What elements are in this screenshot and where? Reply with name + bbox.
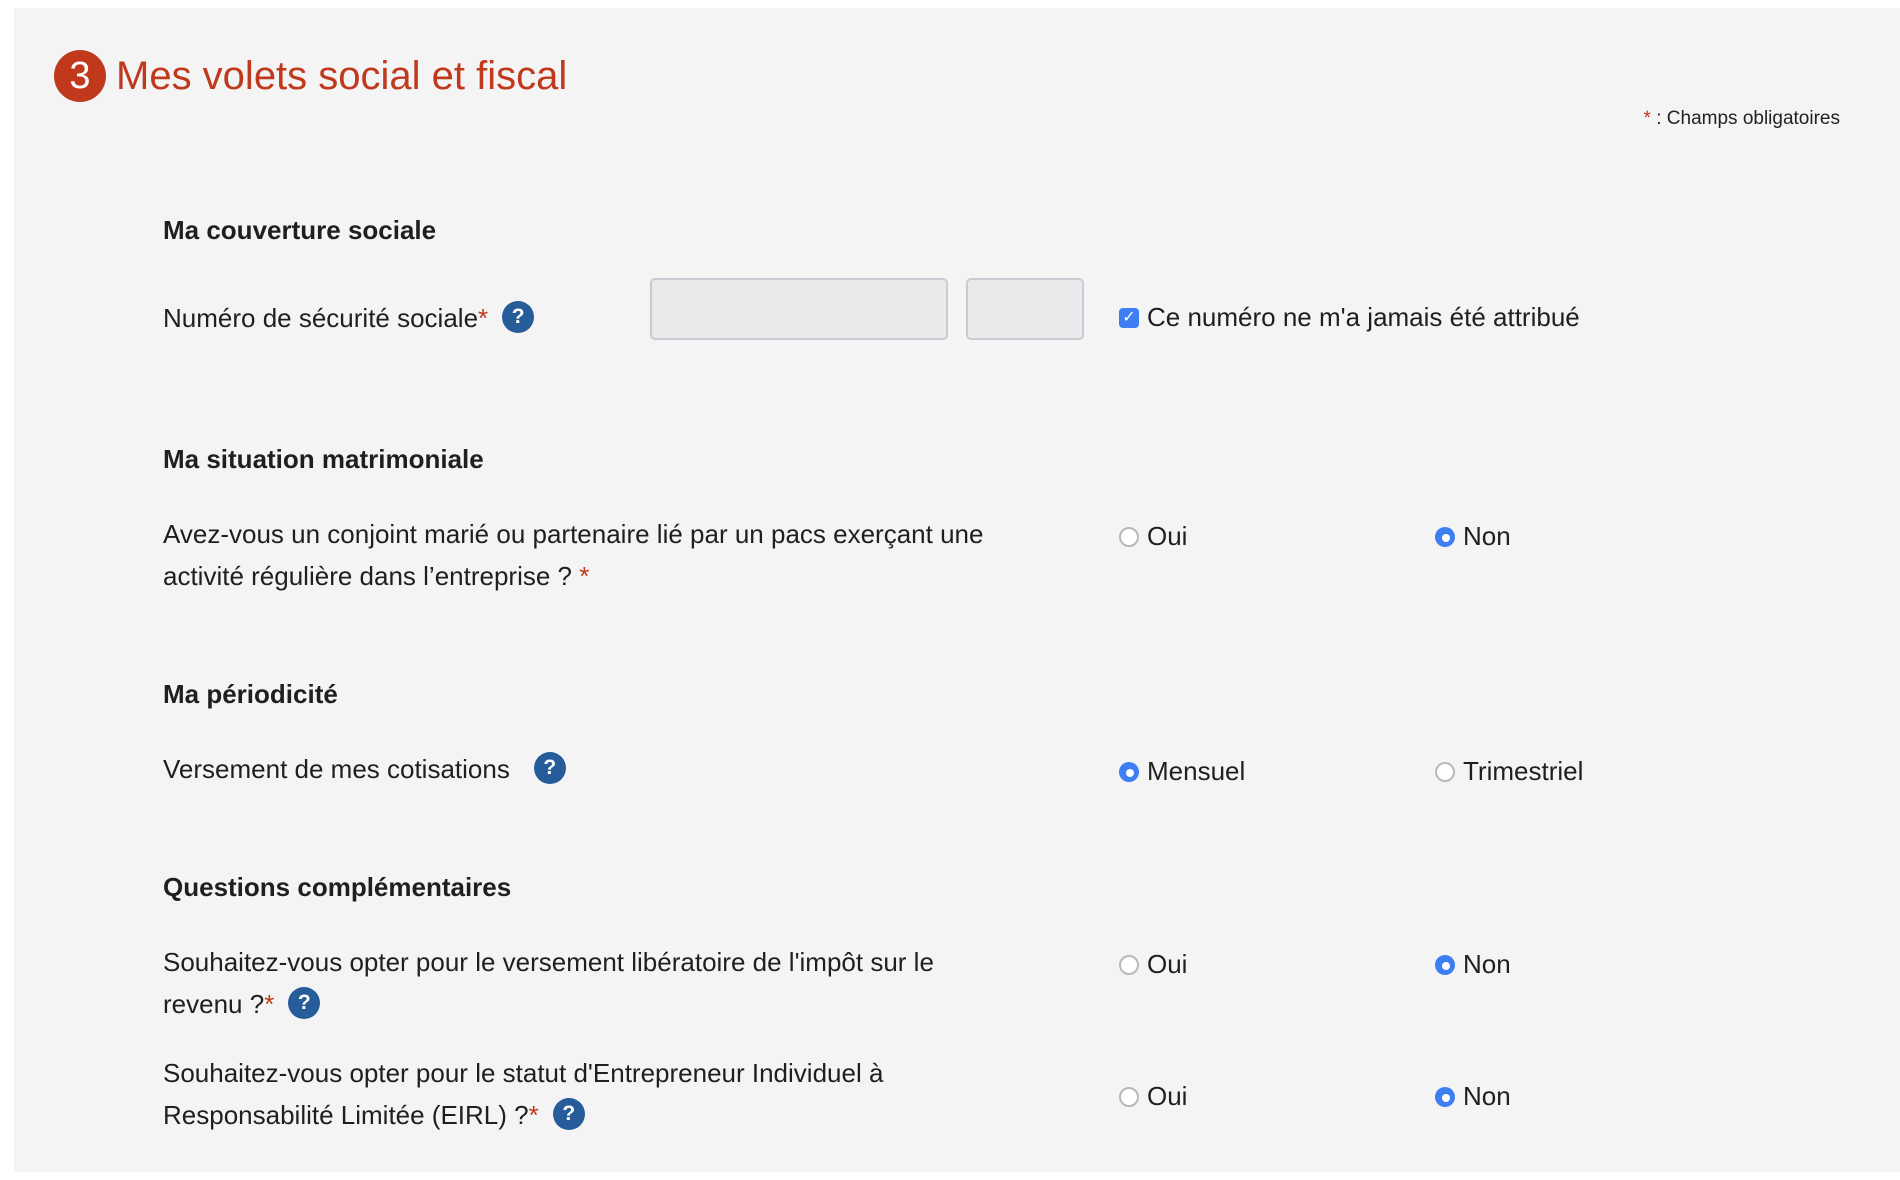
radio-eirl-non[interactable] bbox=[1435, 1087, 1455, 1107]
page-title: Mes volets social et fiscal bbox=[116, 54, 568, 98]
required-fields-note bbox=[1644, 108, 1840, 130]
eirl-required-star: * bbox=[528, 1100, 539, 1130]
help-icon[interactable]: ? bbox=[534, 752, 566, 784]
section-title-periodicity: Ma périodicité bbox=[163, 679, 338, 709]
eirl-question-line1: Souhaitez-vous opter pour le statut d'Entrepreneur Individuel à bbox=[163, 1058, 884, 1088]
liberatory-question-line2: revenu ? bbox=[163, 989, 265, 1019]
matrimonial-question-line1: Avez-vous un conjoint marié ou partenaire lié par un pacs exerçant une bbox=[163, 519, 984, 549]
radio-matrimonial-non-label[interactable]: Non bbox=[1463, 521, 1511, 551]
required-star: * bbox=[1643, 108, 1651, 129]
ssn-input[interactable] bbox=[650, 278, 948, 340]
section-title-complementary: Questions complémentaires bbox=[163, 872, 512, 902]
matrimonial-question bbox=[163, 513, 983, 597]
eirl-question-line2-wrap bbox=[163, 1094, 883, 1136]
eirl-question-line2: Responsabilité Limitée (EIRL) ? bbox=[163, 1100, 529, 1130]
never-assigned-label[interactable]: Ce numéro ne m'a jamais été attribué bbox=[1147, 302, 1580, 332]
step-number-badge: 3 bbox=[54, 50, 106, 102]
radio-trimestriel[interactable] bbox=[1435, 762, 1455, 782]
radio-eirl-oui-label[interactable]: Oui bbox=[1147, 1081, 1188, 1111]
radio-matrimonial-non[interactable] bbox=[1435, 527, 1455, 547]
never-assigned-checkbox[interactable]: ✓ bbox=[1119, 308, 1139, 328]
radio-eirl-oui[interactable] bbox=[1119, 1087, 1139, 1107]
matrimonial-required-star: * bbox=[579, 561, 590, 591]
ssn-key-input[interactable] bbox=[966, 278, 1084, 340]
radio-mensuel[interactable] bbox=[1119, 762, 1139, 782]
periodicity-label-text: Versement de mes cotisations bbox=[163, 754, 510, 784]
radio-liberatory-oui-label[interactable]: Oui bbox=[1147, 949, 1188, 979]
liberatory-question-line2-wrap bbox=[163, 983, 934, 1025]
radio-liberatory-non[interactable] bbox=[1435, 955, 1455, 975]
liberatory-required-star: * bbox=[264, 989, 275, 1019]
radio-trimestriel-label[interactable]: Trimestriel bbox=[1463, 756, 1584, 786]
ssn-label-text: Numéro de sécurité sociale bbox=[163, 303, 479, 333]
help-icon[interactable]: ? bbox=[502, 301, 534, 333]
ssn-required-star: * bbox=[478, 303, 489, 333]
radio-mensuel-label[interactable]: Mensuel bbox=[1147, 756, 1246, 786]
periodicity-label bbox=[163, 748, 566, 790]
section-title-social: Ma couverture sociale bbox=[163, 215, 437, 245]
required-note-text: : Champs obligatoires bbox=[1650, 108, 1840, 129]
radio-liberatory-non-label[interactable]: Non bbox=[1463, 949, 1511, 979]
eirl-question bbox=[163, 1052, 883, 1136]
ssn-label bbox=[163, 297, 534, 339]
matrimonial-question-line2: activité régulière dans l’entreprise ? bbox=[163, 561, 572, 591]
help-icon[interactable]: ? bbox=[553, 1098, 585, 1130]
liberatory-payment-question bbox=[163, 941, 934, 1025]
section-title-matrimonial: Ma situation matrimoniale bbox=[163, 444, 484, 474]
form-panel bbox=[14, 8, 1900, 1172]
matrimonial-question-line2-wrap bbox=[163, 555, 983, 597]
help-icon[interactable]: ? bbox=[288, 987, 320, 1019]
radio-liberatory-oui[interactable] bbox=[1119, 955, 1139, 975]
radio-matrimonial-oui[interactable] bbox=[1119, 527, 1139, 547]
liberatory-question-line1: Souhaitez-vous opter pour le versement libératoire de l'impôt sur le bbox=[163, 947, 934, 977]
radio-matrimonial-oui-label[interactable]: Oui bbox=[1147, 521, 1188, 551]
radio-eirl-non-label[interactable]: Non bbox=[1463, 1081, 1511, 1111]
